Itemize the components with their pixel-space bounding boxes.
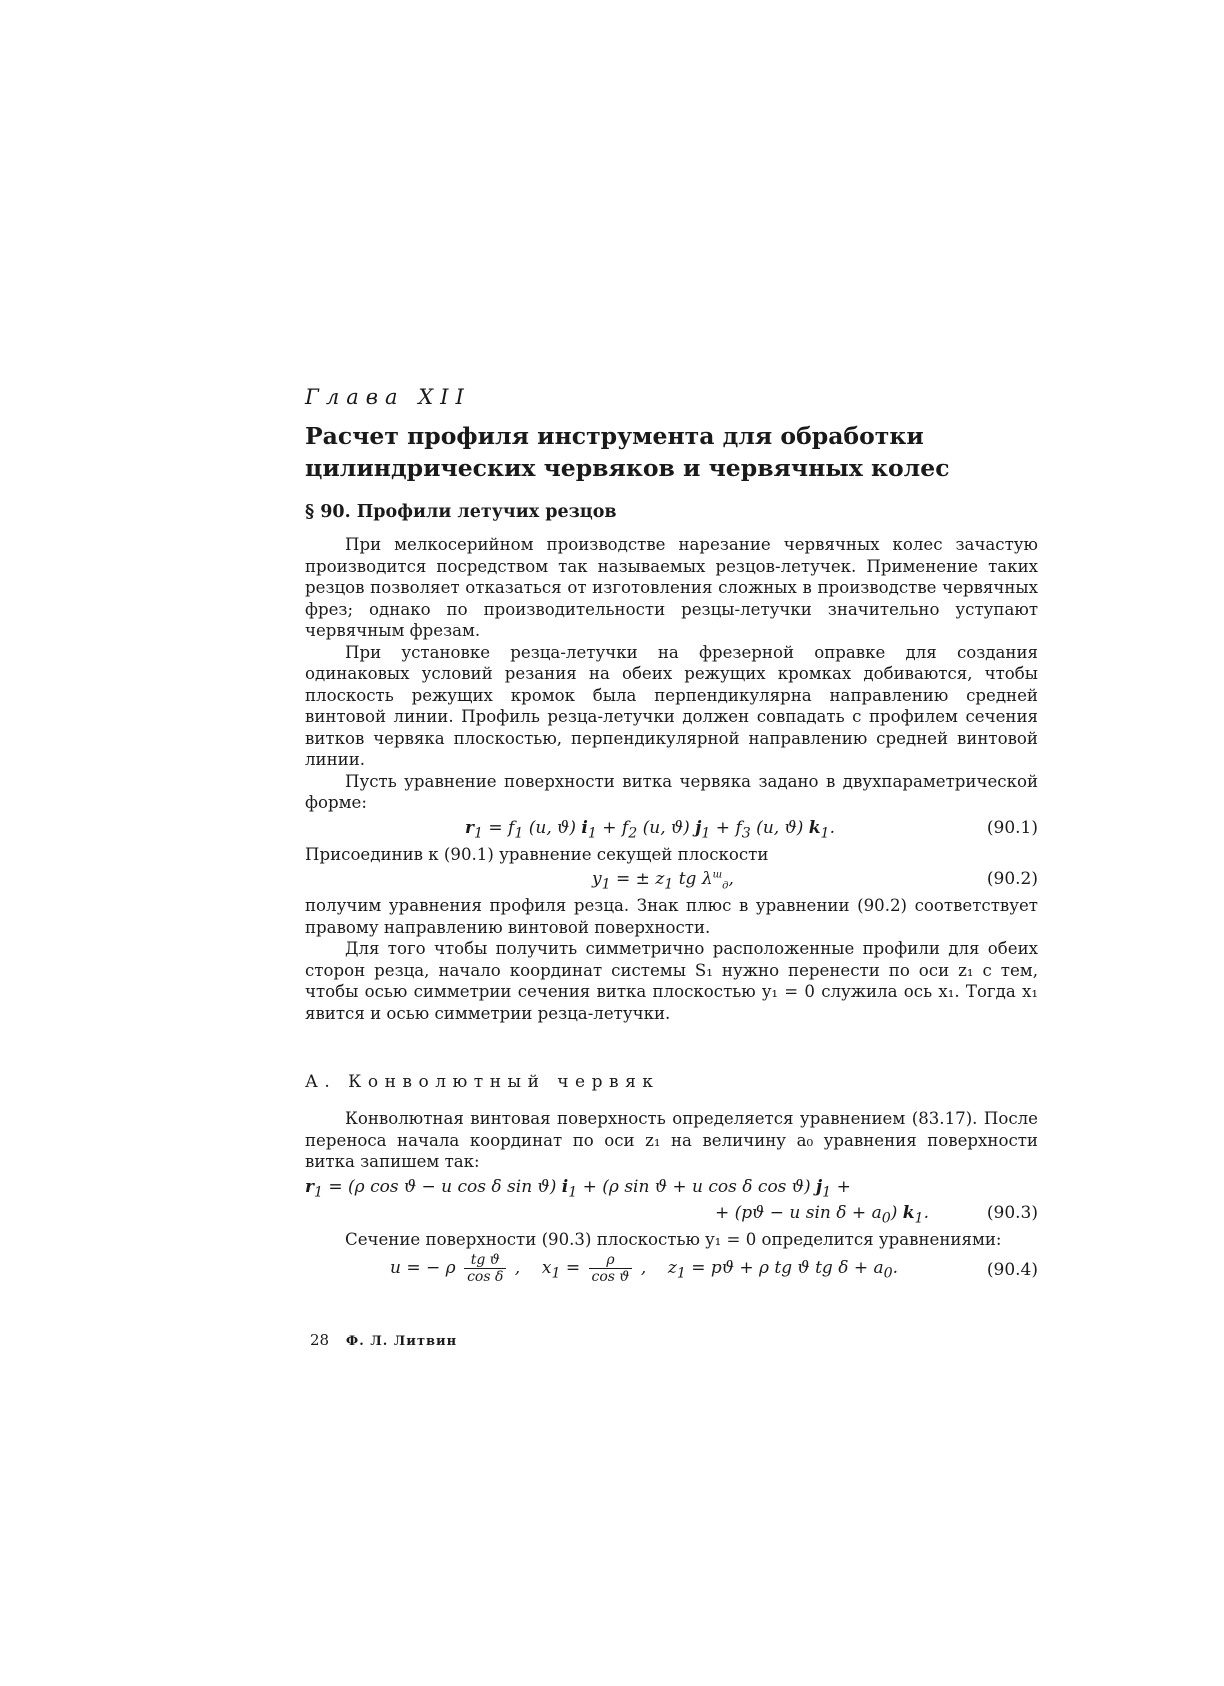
- equation-90-1-number: (90.1): [986, 817, 1038, 838]
- equation-90-2-number: (90.2): [986, 869, 1038, 889]
- subsection-heading: А. Конволютный червяк: [305, 1072, 660, 1092]
- section-heading: § 90. Профили летучих резцов: [305, 502, 617, 522]
- paragraph-2: При установке резца-летучки на фрезерной оправке для создания одинаковых условий резания на обеих режущих кромках добиваются, чтобы плоскость режущих кромок была перпендикулярна направлению средней винтовой линии. Профиль резца-летучки должен совпадать с профилем сечения витков червяка плоскостью, перпендикулярной направлению средней винтовой линии.: [305, 642, 1038, 769]
- paragraph-5: получим уравнения профиля резца. Знак плюс в уравнении (90.2) соответствует правому направлению винтовой поверхности.: [305, 896, 1038, 937]
- page-footer: [310, 1331, 457, 1349]
- chapter-label: Глава XII: [305, 385, 471, 409]
- subsection-body: [305, 1108, 1038, 1288]
- equation-90-2: [305, 865, 1038, 895]
- equation-90-4: [305, 1250, 1038, 1288]
- paragraph-4: Присоединив к (90.1) уравнение секущей плоскости: [305, 844, 769, 864]
- equation-90-3-number: (90.3): [986, 1202, 1038, 1223]
- equation-90-1-body: $r_1 = f_1$ (u, ϑ) $i_1 + f_2$ (u, ϑ) $j_1 + f_3$ (u, ϑ) $k_1$.: [465, 817, 835, 841]
- paragraph-8: Сечение поверхности (90.3) плоскостью y₁ = 0 определится уравнениями:: [345, 1229, 1002, 1249]
- equation-90-4-body: u = − ρ $\frac{\text{tg ϑ}}{\text{cos δ}}$ , $x_1$ = $\frac{\rho}{\text{cos ϑ}}$ , $z_1 = pϑ + \rho$ tg ϑ tg $\delta + a_0$.: [390, 1252, 899, 1285]
- chapter-title-line-2: цилиндрических червяков и червячных колес: [305, 454, 950, 482]
- book-author: Ф. Л. Литвин: [345, 1334, 458, 1349]
- paragraph-7: Конволютная винтовая поверхность определяется уравнением (83.17). После переноса начала координат по оси z₁ на величину a₀ уравнения поверхности витка запишем так:: [305, 1109, 1038, 1171]
- paragraph-3: Пусть уравнение поверхности витка червяка задано в двухпараметрической форме:: [305, 771, 1038, 812]
- chapter-title: [305, 420, 1038, 484]
- equation-90-3-line-1: $r_1 = (\rho$ cos ϑ − u cos δ sin ϑ) $i_1 + (\rho$ sin ϑ + u cos δ cos ϑ) $j_1$ +: [305, 1176, 851, 1200]
- page-number: 28: [310, 1331, 330, 1349]
- chapter-title-line-1: Расчет профиля инструмента для обработки: [305, 422, 924, 450]
- equation-90-2-body: $y_1$ = ± $z_1$ tg $\lambda^ш_д$,: [592, 869, 734, 893]
- equation-90-3-line-2: + (pϑ − u $\sin \delta + a_0$) $k_1$.: [715, 1202, 929, 1226]
- equation-90-3: [305, 1173, 1038, 1229]
- paragraph-1: При мелкосерийном производстве нарезание червячных колес зачастую производится посредством так называемых резцов-летучек. Применение таких резцов позволяет отказаться от изготовления сложных в производстве червячных фрез; однако по производительности резцы-летучки значительно уступают червячным фрезам.: [305, 535, 1038, 640]
- section-body: [305, 534, 1038, 1024]
- equation-90-1: [305, 814, 1038, 844]
- equation-90-4-number: (90.4): [986, 1260, 1038, 1280]
- paragraph-6: Для того чтобы получить симметрично расположенные профили для обеих сторон резца, начало координат системы S₁ нужно перенести по оси z₁ с тем, чтобы осью симметрии сечения витка плоскостью y₁ = 0 служила ось x₁. Тогда x₁ явится и осью симметрии резца-летучки.: [305, 939, 1038, 1023]
